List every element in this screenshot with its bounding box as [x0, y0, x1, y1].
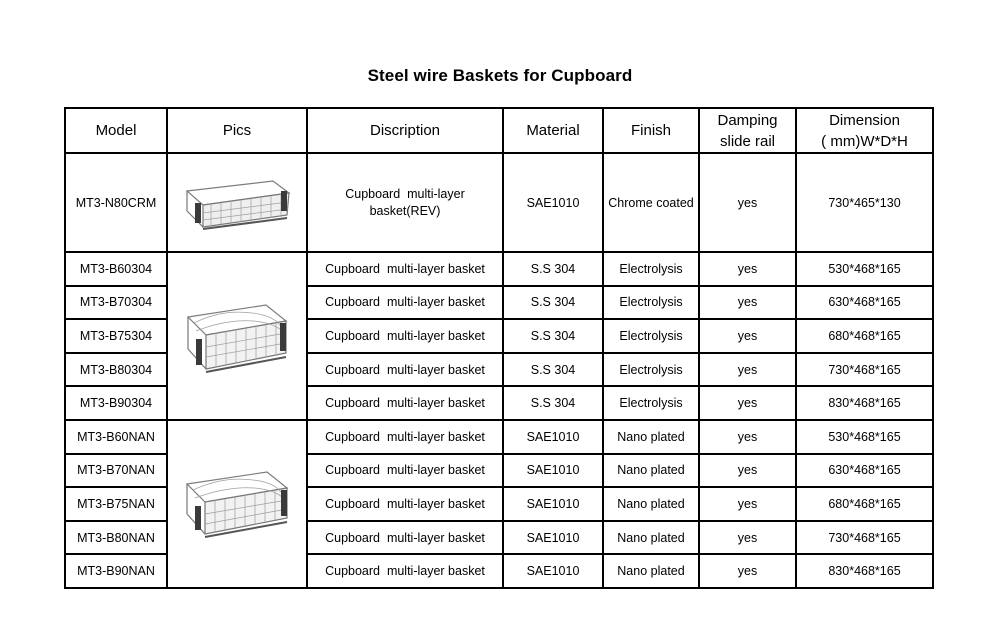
header-model: Model	[65, 108, 167, 153]
cell-damping: yes	[699, 386, 796, 420]
cell-material: S.S 304	[503, 252, 603, 286]
cell-description	[307, 153, 503, 252]
header-dimension-line2: ( mm)W*D*H	[821, 132, 908, 150]
cell-damping: yes	[699, 319, 796, 353]
cell-damping: yes	[699, 554, 796, 588]
cell-damping: yes	[699, 286, 796, 320]
header-pics: Pics	[167, 108, 307, 153]
cell-dimension: 730*465*130	[796, 153, 933, 252]
header-dimension	[796, 108, 933, 153]
cell-dimension: 730*468*165	[796, 353, 933, 387]
cell-material: S.S 304	[503, 353, 603, 387]
cell-model: MT3-B80304	[65, 353, 167, 387]
cell-damping: yes	[699, 521, 796, 555]
cell-damping: yes	[699, 252, 796, 286]
wire-basket-drawer-icon	[182, 291, 292, 381]
cell-model: MT3-B80NAN	[65, 521, 167, 555]
cell-description: Cupboard multi-layer basket	[307, 252, 503, 286]
cell-description: Cupboard multi-layer basket	[307, 353, 503, 387]
cell-material: S.S 304	[503, 319, 603, 353]
cell-description: Cupboard multi-layer basket	[307, 386, 503, 420]
cell-model: MT3-B70304	[65, 286, 167, 320]
header-material: Material	[503, 108, 603, 153]
cell-dimension: 730*468*165	[796, 521, 933, 555]
table-row	[65, 420, 933, 454]
cell-description: Cupboard multi-layer basket	[307, 487, 503, 521]
cell-description: Cupboard multi-layer basket	[307, 420, 503, 454]
cell-model: MT3-B60304	[65, 252, 167, 286]
wire-basket-drawer-icon	[181, 173, 293, 233]
cell-pic	[167, 420, 307, 588]
page-title: Steel wire Baskets for Cupboard	[367, 66, 633, 85]
cell-dimension: 830*468*165	[796, 386, 933, 420]
wire-basket-drawer-icon	[181, 462, 293, 546]
table-row	[65, 153, 933, 252]
cell-material: S.S 304	[503, 286, 603, 320]
cell-model: MT3-B75NAN	[65, 487, 167, 521]
cell-finish: Electrolysis	[603, 286, 699, 320]
cell-damping: yes	[699, 420, 796, 454]
cell-model: MT3-B90NAN	[65, 554, 167, 588]
header-dimension-line1: Dimension	[829, 111, 900, 129]
cell-material: SAE1010	[503, 153, 603, 252]
cell-pic	[167, 252, 307, 420]
cell-finish: Chrome coated	[603, 153, 699, 252]
cell-finish: Electrolysis	[603, 252, 699, 286]
header-damping-line1: Damping	[717, 111, 778, 129]
cell-description: Cupboard multi-layer basket	[307, 319, 503, 353]
cell-finish: Electrolysis	[603, 386, 699, 420]
cell-model: MT3-B60NAN	[65, 420, 167, 454]
cell-description: Cupboard multi-layer basket	[307, 521, 503, 555]
cell-description: Cupboard multi-layer basket	[307, 554, 503, 588]
cell-material: SAE1010	[503, 420, 603, 454]
cell-finish: Nano plated	[603, 420, 699, 454]
table-row	[65, 252, 933, 286]
cell-material: SAE1010	[503, 554, 603, 588]
cell-damping: yes	[699, 353, 796, 387]
cell-model: MT3-B70NAN	[65, 454, 167, 488]
cell-finish: Nano plated	[603, 487, 699, 521]
cell-damping: yes	[699, 487, 796, 521]
cell-finish: Nano plated	[603, 454, 699, 488]
cell-material: S.S 304	[503, 386, 603, 420]
cell-model: MT3-B90304	[65, 386, 167, 420]
cell-dimension: 530*468*165	[796, 420, 933, 454]
cell-model: MT3-B75304	[65, 319, 167, 353]
cell-finish: Nano plated	[603, 521, 699, 555]
spec-table	[64, 107, 934, 589]
cell-pic	[167, 153, 307, 252]
cell-finish: Electrolysis	[603, 353, 699, 387]
cell-description: Cupboard multi-layer basket	[307, 286, 503, 320]
cell-dimension: 680*468*165	[796, 319, 933, 353]
cell-material: SAE1010	[503, 521, 603, 555]
cell-dimension: 530*468*165	[796, 252, 933, 286]
cell-material: SAE1010	[503, 454, 603, 488]
cell-dimension: 830*468*165	[796, 554, 933, 588]
header-damping-line2: slide rail	[719, 132, 776, 150]
cell-damping: yes	[699, 454, 796, 488]
cell-dimension: 680*468*165	[796, 487, 933, 521]
cell-material: SAE1010	[503, 487, 603, 521]
cell-model: MT3-N80CRM	[65, 153, 167, 252]
header-row	[65, 108, 933, 153]
cell-damping: yes	[699, 153, 796, 252]
header-finish: Finish	[603, 108, 699, 153]
header-description: Discription	[307, 108, 503, 153]
cell-finish: Electrolysis	[603, 319, 699, 353]
cell-description-line1: Cupboard multi-layer	[345, 187, 465, 201]
cell-finish: Nano plated	[603, 554, 699, 588]
cell-description: Cupboard multi-layer basket	[307, 454, 503, 488]
cell-dimension: 630*468*165	[796, 454, 933, 488]
cell-description-line2: basket(REV)	[369, 204, 441, 218]
header-damping	[699, 108, 796, 153]
cell-dimension: 630*468*165	[796, 286, 933, 320]
